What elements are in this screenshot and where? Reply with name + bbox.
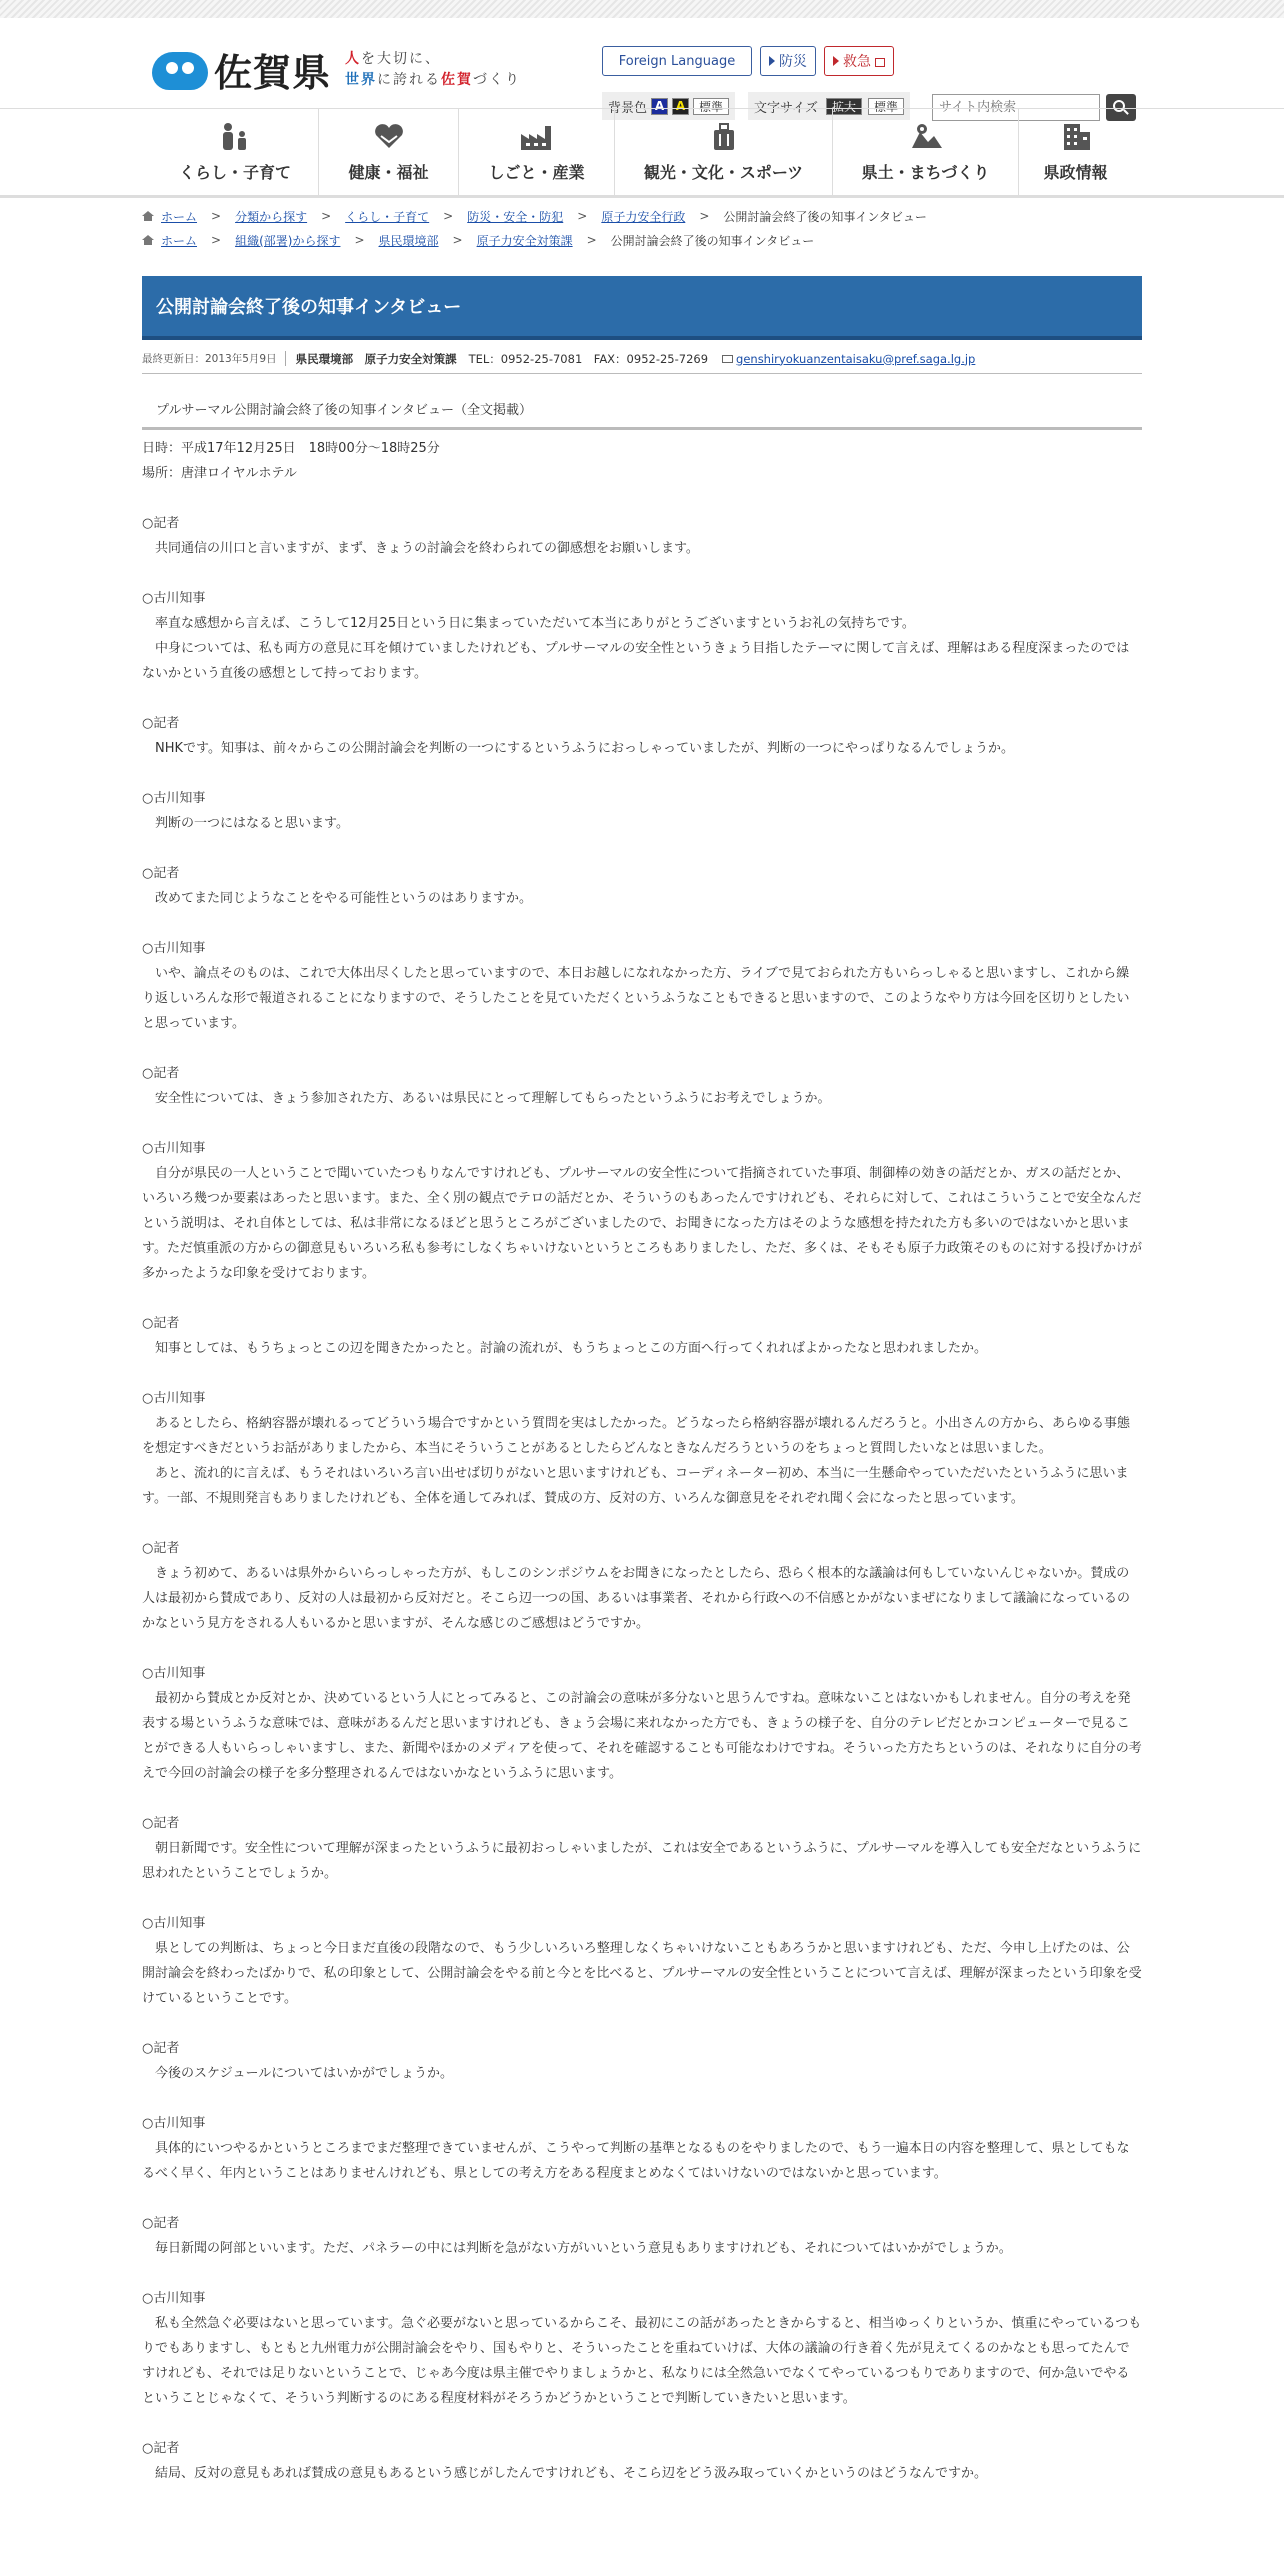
breadcrumb-link[interactable]: 防災・安全・防犯 [467,209,564,224]
speaker-label: ○記者 [142,1316,180,1331]
paragraph-gap [142,761,1142,786]
mail-icon [722,355,733,363]
speaker-label: ○記者 [142,516,180,531]
interview-paragraph: きょう初めて、あるいは県外からいらっしゃった方が、もしこのシンポジウムをお聞きになったとしたら、恐らく根本的な議論は何もしていないんじゃないか。賛成の人は最初から賛成であり、反対の人は最初から反対だと。そこら辺一つの国、あるいは事業者、それから行政への不信感とかがないまぜになりまして議論になっているのかなという見方をされる人もいるかと思いますが、そんな感じのご感想はどうですか。 [142,1566,1131,1631]
font-enlarge-button[interactable]: 拡大 [826,98,862,115]
speaker-label: ○古川知事 [142,1141,206,1156]
top-stripe [0,0,1284,18]
emergency-button[interactable]: 救急 [824,46,894,76]
paragraph-gap [142,561,1142,586]
saga-logo-icon [152,48,208,92]
interview-paragraph: 私も全然急ぐ必要はないと思っています。急ぐ必要がないと思っているからこそ、最初にこの話があったときからすると、相当ゆっくりというか、慎重にやっているつもりでもありますし、もともと九州電力が公開討論会をやり、国もやりと、そういったことを重ねていけば、大体の議論の行き着く先が見えてくるのかなとも思ってたんですけれども、それでは足りないということで、じゃあ今度は県主催でやりましょうかと、私なりには全然急いでなくてやっているつもりでありますので、何か急いでやるということじゃなくて、そういう判断するのにある程度材料がそろうかどうかということで判断していきたいと思います。 [142,2316,1142,2406]
breadcrumb-link[interactable]: 原子力安全対策課 [476,233,573,248]
breadcrumb-link[interactable]: ホーム [161,209,198,224]
speaker-label: ○古川知事 [142,1666,206,1681]
site-header [0,18,1284,116]
bg-yellow-button[interactable]: A [672,98,689,115]
interview-paragraph: 最初から賛成とか反対とか、決めているという人にとってみると、この討論会の意味が多分ないと思うんですね。意味ないことはないかもしれません。自分の考えを発表する場というふうな意味では、意味があるんだと思いますけれども、きょう会場に来れなかった方でも、きょうの様子を、自分のテレビだとかコンピューターで見ることができる人もいらっしゃいますし、また、新聞やほかのメディアを使って、それを確認することも可能なわけですね。そういった方たちというのは、それなりに自分の考えで今回の討論会の様子を多分整理されるんではないかなというふうに思います。 [142,1691,1142,1781]
speaker-label: ○古川知事 [142,591,206,606]
breadcrumb-category: ホーム > 分類から探す > くらし・子育て > 防災・安全・防犯 > 原子力安全行政 > 公開討論会終了後の知事インタビュー [142,204,927,228]
paragraph-gap [142,1036,1142,1061]
interview-paragraph: 自分が県民の一人ということで聞いていたつもりなんですけれども、プルサーマルの安全性について指摘されていた事項、制御棒の効きの話だとか、ガスの話だとか、いろいろ幾つか要素はあったと思います。また、全く別の観点でテロの話だとか、そういうのもあったんですけれども、それらに対して、これはこういうことで安全なんだという説明は、それ自体としては、私は非常になるほどと思うところがございましたので、お聞きになった方はそのような感想を持たれた方も多いのではないかと思います。ただ慎重派の方からの御意見もいろいろ私も参考にしなくちゃいけないというところもありましたし、ただ、多くは、そもそも原子力政策そのものに対する投げかけが多かったような印象を受けております。 [142,1166,1142,1281]
speaker-label: ○古川知事 [142,1916,206,1931]
foreign-language-button[interactable]: Foreign Language [602,46,752,76]
info-line: 場所：唐津ロイヤルホテル [142,466,297,481]
paragraph-gap [142,1361,1142,1386]
gnav-kendo[interactable]: 県土・まちづくり [832,109,1018,195]
paragraph-gap [142,1886,1142,1911]
page-meta [142,344,1142,374]
speaker-label: ○記者 [142,1066,180,1081]
email-link[interactable]: genshiryokuanzentaisaku@pref.saga.lg.jp [736,351,976,366]
paragraph-gap [142,1511,1142,1536]
suitcase-icon [706,122,742,152]
paragraph-gap [142,1786,1142,1811]
speaker-label: ○記者 [142,1541,180,1556]
interview-paragraph: 共同通信の川口と言いますが、まず、きょうの討論会を終わられての御感想をお願いします。 [155,541,699,556]
paragraph-gap [142,1636,1142,1661]
tel-fax: TEL：0952-25-7081 FAX：0952-25-7269 [468,351,709,366]
gnav-kensei[interactable]: 県政情報 [1018,109,1132,195]
interview-paragraph: あるとしたら、格納容器が壊れるってどういう場合ですかという質問を実はしたかった。どうなったら格納容器が壊れるんだろうと。小出さんの方から、あらゆる事態を想定すべきだというお話がありましたから、本当にそういうことがあるとしたらどんなときなんだろうというのをちょっと質問したいなとは思いました。 [142,1416,1131,1456]
interview-paragraph: 中身については、私も両方の意見に耳を傾けていましたけれども、プルサーマルの安全性というきょう目指したテーマに関して言えば、理解はある程度深まったのではないかという直後の感想として持っております。 [142,641,1130,681]
global-navigation [0,108,1284,198]
interview-paragraph: 今後のスケジュールについてはいかがでしょうか。 [155,2066,453,2081]
paragraph-gap [142,2411,1142,2436]
speaker-label: ○記者 [142,1816,180,1831]
speaker-label: ○記者 [142,866,180,881]
gnav-shigoto[interactable]: しごと・産業 [458,109,614,195]
speaker-label: ○古川知事 [142,2291,206,2306]
interview-paragraph: 知事としては、もうちょっとこの辺を聞きたかったと。討論の流れが、もうちょっとこの方面へ行ってくれればよかったなと思われましたか。 [155,1341,988,1356]
speaker-label: ○記者 [142,2216,180,2231]
interview-paragraph: NHKです。知事は、前々からこの公開討論会を判断の一つにするというふうにおっしゃっていましたが、判断の一つにやっぱりなるんでしょうか。 [155,741,1014,756]
font-standard-button[interactable]: 標準 [868,98,904,115]
family-icon [217,122,253,152]
paragraph-gap [142,2186,1142,2211]
logo-tagline: 人を大切に、 世界に誇れる佐賀づくり [345,50,522,88]
triangle-right-icon [833,56,839,66]
home-icon [142,235,153,245]
breadcrumb-organization: ホーム > 組織(部署)から探す > 県民環境部 > 原子力安全対策課 > 公開討論会終了後の知事インタビュー [142,228,927,252]
department: 県民環境部 原子力安全対策課 [295,351,457,366]
breadcrumb-link[interactable]: ホーム [161,233,198,248]
interview-paragraph: 毎日新聞の阿部といいます。ただ、パネラーの中には判断を急がない方がいいという意見もありますけれども、それについてはいかがでしょうか。 [155,2241,1012,2256]
paragraph-gap [142,1111,1142,1136]
logo-name: 佐賀県 [214,50,332,95]
paragraph-gap [142,2086,1142,2111]
interview-paragraph: いや、論点そのものは、これで大体出尽くしたと思っていますので、本日お越しになれなかった方、ライブで見ておられた方もいらっしゃると思いますし、これから繰り返しいろんな形で報道されることになりますので、そうしたことを見ていただくというふうなこともできると思いますので、このようなやり方は今回を区切りとしたいと思っています。 [142,966,1130,1031]
external-window-icon [875,58,885,67]
last-updated: 最終更新日：2013年5月9日 [142,351,286,366]
info-line: 日時：平成17年12月25日 18時00分～18時25分 [142,441,440,456]
interview-paragraph: 具体的にいつやるかというところまでまだ整理できていませんが、こうやって判断の基準となるものをやりましたので、もう一遍本日の内容を整理して、県としてもなるべく早く、年内ということはありませんけれども、県としての考え方をある程度まとめなくてはいけないのではないかと思っています。 [142,2141,1130,2181]
page-title: 公開討論会終了後の知事インタビュー [142,276,1142,340]
map-pin-icon [908,122,944,152]
speaker-label: ○古川知事 [142,791,206,806]
speaker-label: ○古川知事 [142,941,206,956]
interview-paragraph: 県としての判断は、ちょっと今日まだ直後の段階なので、もう少しいろいろ整理しなくちゃいけないこともあろうかと思いますけれども、ただ、今申し上げたのは、公開討論会を終わったばかりで、私の印象として、公開討論会をやる前と今とを比べると、プルサーマルの安全性ということについて言えば、理解が深まったという印象を受けているということです。 [142,1941,1142,2006]
heart-hands-icon [371,122,407,152]
interview-paragraph: 結局、反対の意見もあれば賛成の意見もあるという感じがしたんですけれども、そこら辺をどう汲み取っていくかというのはどうなんですか。 [155,2466,988,2481]
paragraph-gap [142,2011,1142,2036]
gnav-kanko[interactable]: 観光・文化・スポーツ [614,109,832,195]
article-body [142,436,1142,2486]
breadcrumb-link[interactable]: 県民環境部 [378,233,439,248]
speaker-label: ○記者 [142,2441,180,2456]
triangle-right-icon [769,56,775,66]
building-icon [1058,122,1094,152]
interview-paragraph: 安全性については、きょう参加された方、あるいは県民にとって理解してもらったというふうにお考えでしょうか。 [155,1091,831,1106]
bg-standard-button[interactable]: 標準 [693,98,729,115]
interview-paragraph: 判断の一つにはなると思います。 [155,816,349,831]
speaker-label: ○記者 [142,716,180,731]
gnav-kurashi[interactable]: くらし・子育て [152,109,318,195]
site-logo[interactable] [152,42,521,97]
speaker-label: ○記者 [142,2041,180,2056]
bg-blue-button[interactable]: A [651,98,668,115]
factory-icon [519,122,555,152]
font-size-control: 文字サイズ 拡大 標準 [748,92,910,120]
background-color-control: 背景色 A A 標準 [602,92,735,120]
gnav-kenko[interactable]: 健康・福祉 [318,109,458,195]
interview-paragraph: あと、流れ的に言えば、もうそれはいろいろ言い出せば切りがないと思いますけれども、コーディネーター初め、本当に一生懸命やっていただいたというふうに思います。一部、不規則発言もありましたけれども、全体を通してみれば、賛成の方、反対の方、いろんな御意見をそれぞれ聞く会になったと思っています。 [142,1466,1129,1506]
paragraph-gap [142,686,1142,711]
speaker-label: ○古川知事 [142,1391,206,1406]
breadcrumb-link[interactable]: 分類から探す [235,209,308,224]
paragraph-gap [142,911,1142,936]
breadcrumb-link[interactable]: くらし・子育て [345,209,430,224]
breadcrumb [142,204,927,252]
disaster-prevention-button[interactable]: 防災 [760,46,816,76]
paragraph-gap [142,836,1142,861]
breadcrumb-link[interactable]: 原子力安全行政 [601,209,686,224]
paragraph-gap [142,1286,1142,1311]
interview-paragraph: 率直な感想から言えば、こうして12月25日という日に集まっていただいて本当にありがとうございますというお礼の気持ちです。 [155,616,915,631]
paragraph-gap [142,2261,1142,2286]
breadcrumb-current: 公開討論会終了後の知事インタビュー [610,233,815,248]
home-icon [142,211,153,221]
speaker-label: ○古川知事 [142,2116,206,2131]
breadcrumb-link[interactable]: 組織(部署)から探す [235,233,341,248]
paragraph-gap [142,486,1142,511]
breadcrumb-current: 公開討論会終了後の知事インタビュー [723,209,927,224]
interview-paragraph: 朝日新聞です。安全性について理解が深まったというふうに最初おっしゃいましたが、これは安全であるというふうに、プルサーマルを導入しても安全だなというふうに思われたということでしょうか。 [142,1841,1142,1881]
interview-paragraph: 改めてまた同じようなことをやる可能性というのはありますか。 [155,891,533,906]
article-subtitle: プルサーマル公開討論会終了後の知事インタビュー（全文掲載） [142,392,1142,430]
